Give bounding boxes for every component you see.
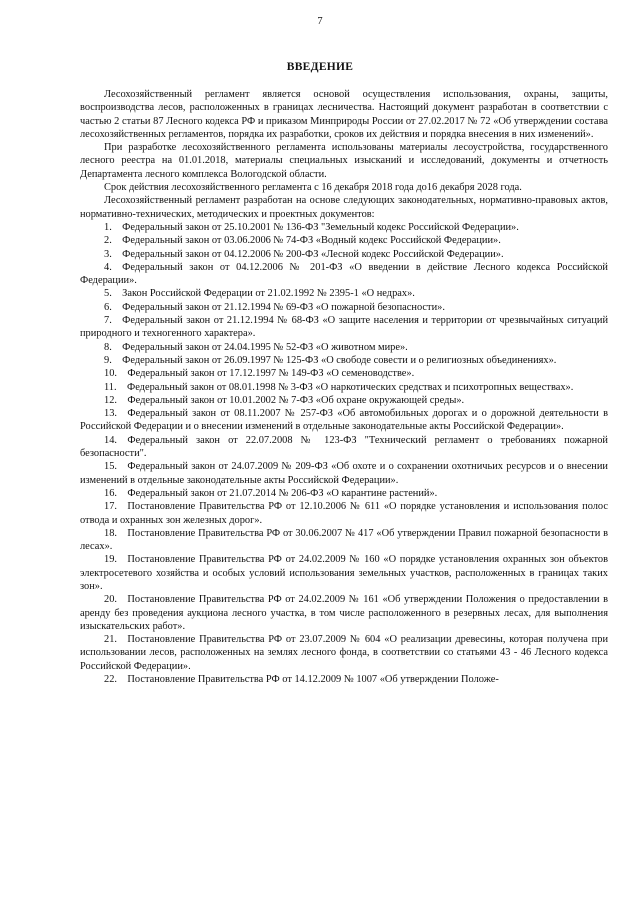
section-title: ВВЕДЕНИЕ [286,61,354,73]
list-item: 21. Постановление Правительства РФ от 23.07.2009 № 604 «О реализации древесины, которая получена при использовании лесов, расположенных на землях лесного фонда, в соответствии со статьями 43 - 46 Лесного кодекса Российской Федерации». [80,634,608,672]
list-item: 5. Закон Российской Федерации от 21.02.1992 № 2395-1 «О недрах». [104,288,415,300]
list-item: 12. Федеральный закон от 10.01.2002 № 7-ФЗ «Об охране окружающей среды». [104,394,465,406]
sources-paragraph: При разработке лесохозяйственного регламента использованы материалы лесоустройства, государственного лесного реестра на 01.01.2018, материалы специальных изысканий и исследований, документы и отчетность Департамента лесного комплекса Вологодской области. [80,142,608,180]
list-item: 4. Федеральный закон от 04.12.2006 № 201-ФЗ «О введении в действие Лесного кодекса Российской Федерации». [80,261,608,287]
document-body [80,88,608,686]
intro-paragraph: Лесохозяйственный регламент является основой осуществления использования, охраны, защиты, воспроизводства лесов, расположенных в границах лесничества. Настоящий документ разработан в соответствии с частью 2 статьи 87 Лесного кодекса РФ и приказом Минприроды России от 27.02.2017 № 72 «Об утверждении состава лесохозяйственных регламентов, порядка их разработки, сроков их действия и порядка внесения в них изменений». [80,89,608,140]
list-item: 3. Федеральный закон от 04.12.2006 № 200-ФЗ «Лесной кодекс Российской Федерации». [104,248,504,260]
list-item: 15. Федеральный закон от 24.07.2009 № 209-ФЗ «Об охоте и о сохранении охотничьих ресурсов и о внесении изменений в отдельные законодательные акты Российской Федерации». [80,461,608,486]
list-item: 7. Федеральный закон от 21.12.1994 № 68-ФЗ «О защите населения и территории от чрезвычайных ситуаций природного и техногенного характера». [80,315,608,340]
page-number: 7 [317,16,323,27]
legal-basis-paragraph: Лесохозяйственный регламент разработан на основе следующих законодательных, нормативно-правовых актов, нормативно-технических, методических и проектных документов: [80,195,608,220]
list-item: 6. Федеральный закон от 21.12.1994 № 69-ФЗ «О пожарной безопасности». [104,301,445,313]
list-item: 8. Федеральный закон от 24.04.1995 № 52-ФЗ «О животном мире». [104,341,408,353]
validity-paragraph: Срок действия лесохозяйственного регламента с 16 декабря 2018 года до16 декабря 2028 года. [104,182,522,194]
list-item: 10. Федеральный закон от 17.12.1997 № 149-ФЗ «О семеноводстве». [104,368,415,380]
list-item: 18. Постановление Правительства РФ от 30.06.2007 № 417 «Об утверждении Правил пожарной безопасности в лесах». [80,527,608,553]
list-item: 13. Федеральный закон от 08.11.2007 № 257-ФЗ «Об автомобильных дорогах и о дорожной деятельности в Российской Федерации и о внесении изменений в отдельные законодательные акты Российской Федерации». [80,408,608,433]
list-item: 19. Постановление Правительства РФ от 24.02.2009 № 160 «О порядке установления охранных зон объектов электросетевого хозяйства и особых условий использования земельных участков, расположенных в границах таких зон». [80,554,608,592]
list-item: 20. Постановление Правительства РФ от 24.02.2009 № 161 «Об утверждении Положения о предоставлении в аренду без проведения аукциона лесного участка, в том числе расположенного в резервных лесах, для выполнения изыскательских работ». [80,594,608,632]
list-item: 17. Постановление Правительства РФ от 12.10.2006 № 611 «О порядке установления и использования полос отвода и охранных зон железных дорог». [80,501,608,526]
list-item: 9. Федеральный закон от 26.09.1997 № 125-ФЗ «О свободе совести и о религиозных объединениях». [104,354,557,366]
list-item: 22. Постановление Правительства РФ от 14.12.2009 № 1007 «Об утверждении Положе- [104,674,499,686]
list-item: 2. Федеральный закон от 03.06.2006 № 74-ФЗ «Водный кодекс Российской Федерации». [104,235,501,247]
list-item: 1. Федеральный закон от 25.10.2001 № 136-ФЗ "Земельный кодекс Российской Федерации». [104,221,519,233]
list-item: 14. Федеральный закон от 22.07.2008 № 123-ФЗ "Технический регламент о требованиях пожарной безопасности". [80,434,608,460]
list-item: 16. Федеральный закон от 21.07.2014 № 206-ФЗ «О карантине растений». [104,487,438,499]
list-item: 11. Федеральный закон от 08.01.1998 № 3-ФЗ «О наркотических средствах и психотропных веществах». [104,381,574,393]
